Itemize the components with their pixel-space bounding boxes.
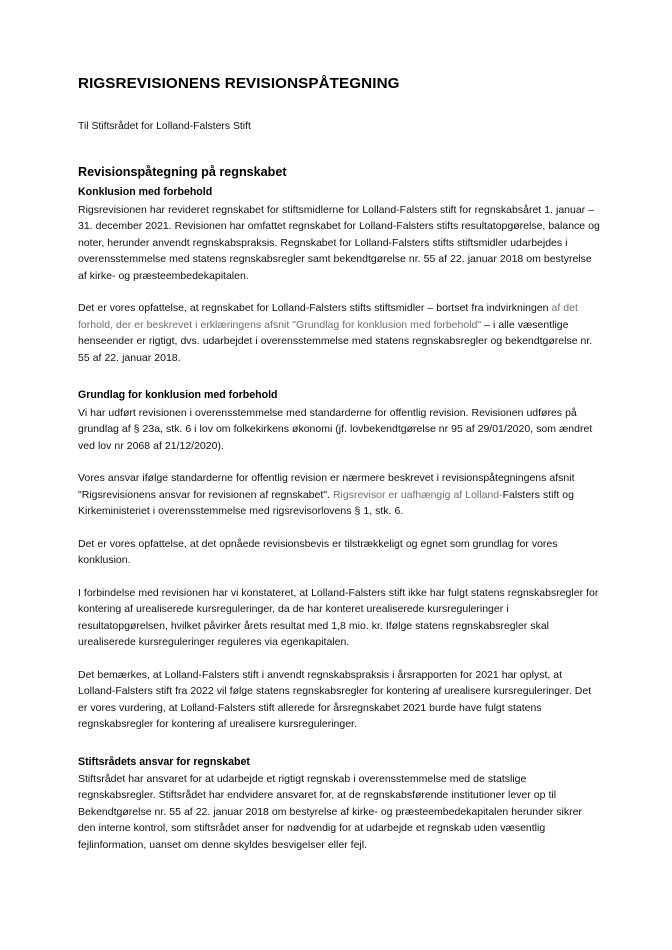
subheading-grundlag-for-konklusion: Grundlag for konklusion med forbehold: [78, 389, 278, 402]
paragraph-grundlag-5: Det bemærkes, at Lolland-Falsters stift i anvendt regnskabspraksis i årsrapporten for 2021 har oplyst, at Lolland-Falsters stift fra 2022 vil følge statens regnskabsregler for kontering af urealisere kursreguleringer. Det er vores vurdering, at Lolland-Falsters stift allerede for årsregnskabet 2021 burde have fulgt statens regnskabsregler for kontering af urealisere kursreguleringer.: [78, 668, 592, 731]
subheading-stiftsraadets-ansvar: Stiftsrådets ansvar for regnskabet: [78, 755, 250, 768]
paragraph-grundlag-4: I forbindelse med revisionen har vi konstateret, at Lolland-Falsters stift ikke har fulgt statens regnskabsregler for kontering af urealiserede kursreguleringer, da de har konteret urealiserede kursreguleringer i resultatopgørelsen, hvilket påvirker årets resultat med 1,8 mio. kr. Ifølge statens regnskabsregler skal urealiserede kursreguleringer reguleres via egenkapitalen.: [78, 586, 599, 649]
paragraph-konklusion-2: Det er vores opfattelse, at regnskabet for Lolland-Falsters stifts stiftsmidler – bortset fra indvirkningen af det forhold, der er beskrevet i erklæringens afsnit "Grundlag for konklusion med forbehold" – i alle væsentlige henseender er rigtigt, dvs. udarbejdet i overensstemmelse med statens regnskabsregler og bekendtgørelse nr. 55 af 22. januar 2018.: [78, 302, 593, 364]
paragraph-grundlag-1: Vi har udført revisionen i overensstemmelse med standarderne for offentlig revision. Revisionen udføres på grundlag af § 23a, stk. 6 i lov om folkekirkens økonomi (jf. lovbekendtgørelse nr 95 af 29/01/2020, som ændret ved lov nr 2068 af 21/12/2020).: [78, 406, 593, 452]
faded-scan-text: Rigsrevisor er uafhængig af Lolland-: [332, 488, 503, 501]
section-heading-revisionspaategning: Revisionspåtegning på regnskabet: [78, 165, 287, 180]
page-title: RIGSREVISIONENS REVISIONSPÅTEGNING: [78, 75, 400, 92]
paragraph-konklusion-1: Rigsrevisionen har revideret regnskabet for stiftsmidlerne for Lolland-Falsters stift for regnskabsåret 1. januar – 31. december 2021. Revisionen har omfattet regnskabet for Lolland-Falsters stifts resultatopgørelse, balance og noter, herunder anvendt regnskabspraksis. Regnskabet for Lolland-Falsters stifts stiftsmidler udarbejdes i overensstemmelse med statens regnskabsregler samt bekendtgørelse nr. 55 af 22. januar 2018 om bestyrelse af kirke- og præsteembedekapitalen.: [78, 203, 600, 282]
faded-scan-text: af det forhold, der er beskrevet i erklæringens afsnit "Grundlag for konklusion med forbehold": [78, 302, 578, 331]
paragraph-grundlag-2: Vores ansvar ifølge standarderne for offentlig revision er nærmere beskrevet i revisionspåtegningens afsnit "Rigsrevisionens ansvar for revisionen af regnskabet". Rigsrevisor er uafhængig af Lolland-Falsters stift og Kirkeministeriet i overensstemmelse med rigsrevisorlovens § 1, stk. 6.: [78, 472, 575, 518]
paragraph-grundlag-3: Det er vores opfattelse, at det opnåede revisionsbevis er tilstrækkeligt og egnet som grundlag for vores konklusion.: [78, 537, 558, 567]
addressee-line: Til Stiftsrådet for Lolland-Falsters Stift: [78, 121, 251, 132]
subheading-konklusion-med-forbehold: Konklusion med forbehold: [78, 186, 213, 199]
document-content: [78, 74, 601, 853]
paragraph-stiftsraadets-ansvar-1: Stiftsrådet har ansvaret for at udarbejde et rigtigt regnskab i overensstemmelse med de statslige regnskabsregler. Stiftsrådet har endvidere ansvaret for, at de regnskabsførende institutioner lever op til Bekendtgørelse nr. 55 af 22. januar 2018 om bestyrelse af kirke- og præsteembedekapitalen herunder sikrer den interne kontrol, som stiftsrådet anser for nødvendig for at udarbejde et regnskab uden væsentlig fejlinformation, uanset om denne skyldes besvigelser eller fejl.: [78, 772, 582, 851]
